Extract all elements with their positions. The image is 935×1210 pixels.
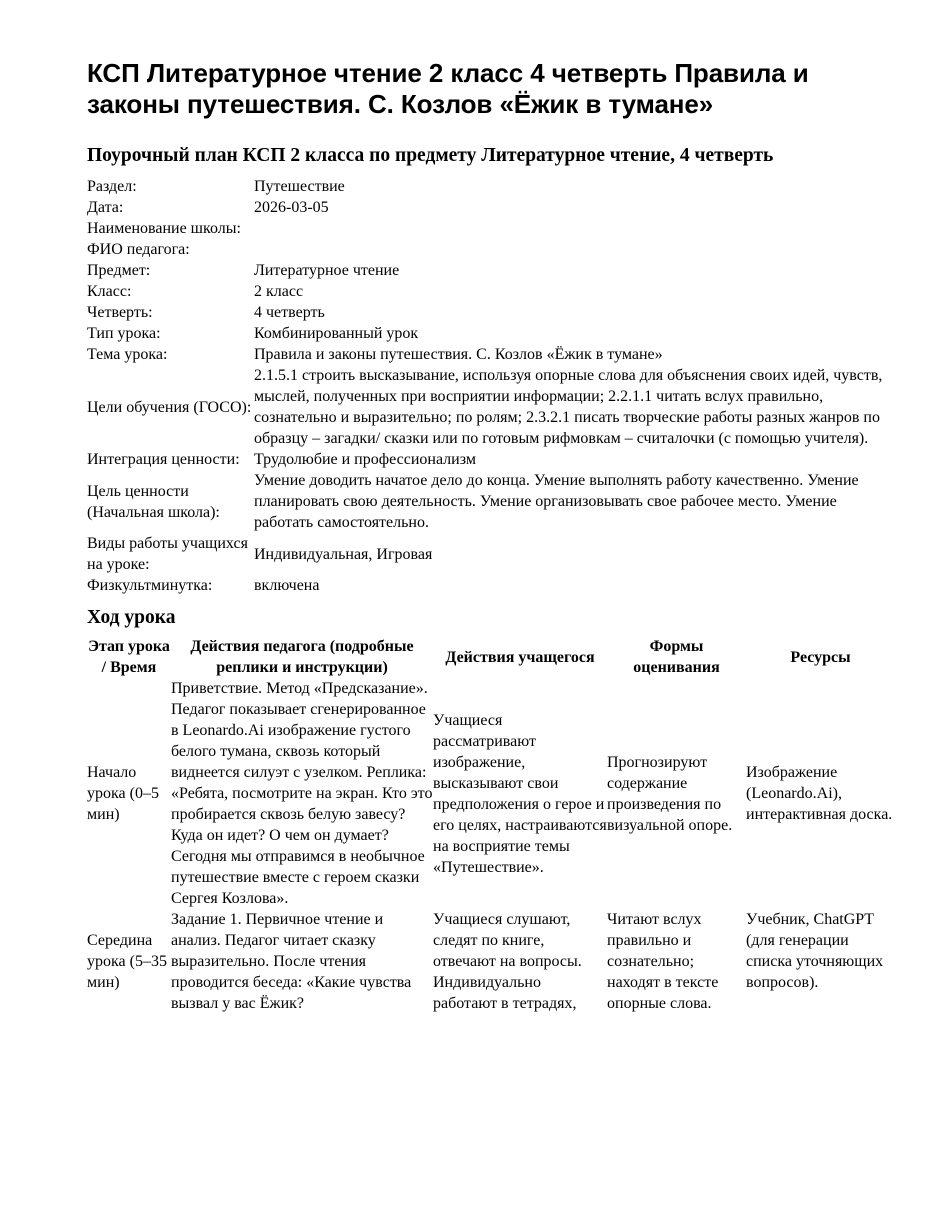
info-row-topic [87, 344, 895, 365]
student-actions-cell: Учащиеся слушают, следят по книге, отвечают на вопросы. Индивидуально работают в тетрадях, [433, 911, 582, 1012]
info-value [254, 239, 895, 260]
column-header-student: Действия учащегося [445, 648, 595, 666]
info-label: Цель ценности (Начальная школа): [87, 482, 220, 521]
assessment-cell: Читают вслух правильно и сознательно; находят в тексте опорные слова. [607, 911, 719, 1012]
lesson-flow-table [87, 636, 895, 1014]
info-value: 2026-03-05 [254, 199, 329, 216]
info-row-subject [87, 260, 895, 281]
plan-subtitle: Поурочный план КСП 2 класса по предмету Литературное чтение, 4 четверть [87, 145, 774, 166]
column-header-teacher: Действия педагога (подробные реплики и инструкции) [190, 638, 414, 676]
resources-cell: Изображение (Leonardo.Ai), интерактивная доска. [746, 764, 893, 823]
info-value: Умение доводить начатое дело до конца. Умение выполнять работу качественно. Умение планировать свою деятельность. Умение организовывать свое рабочее место. Умение работать самостоятельно. [254, 472, 859, 531]
teacher-actions-cell: Задание 1. Первичное чтение и анализ. Педагог читает сказку выразительно. После чтения проводится беседа: «Какие чувства вызвал у вас Ёжик? [171, 911, 412, 1012]
table-header-row [87, 636, 895, 678]
lesson-flow-heading: Ход урока [87, 607, 176, 628]
info-label: Интеграция ценности: [87, 451, 240, 468]
document-page [87, 58, 895, 1014]
info-row-type [87, 323, 895, 344]
info-row-values [87, 449, 895, 470]
lesson-info-table [87, 176, 895, 596]
info-value: включена [254, 577, 320, 594]
info-value: 4 четверть [254, 304, 325, 321]
info-label: Наименование школы: [87, 220, 241, 237]
info-row-teacher [87, 239, 895, 260]
info-value: Индивидуальная, Игровая [254, 545, 433, 563]
info-row-date [87, 197, 895, 218]
info-label: Раздел: [87, 178, 137, 195]
info-label: Физкультминутка: [87, 577, 213, 594]
column-header-resources: Ресурсы [790, 648, 851, 666]
info-row-work-types [87, 533, 895, 575]
stage-cell: Середина урока (5–35 мин) [87, 932, 167, 991]
info-label: Предмет: [87, 262, 151, 279]
info-row-section [87, 176, 895, 197]
info-label: Четверть: [87, 304, 153, 321]
resources-cell: Учебник, ChatGPT (для генерации списка уточняющих вопросов). [746, 911, 884, 991]
table-row [87, 678, 895, 909]
info-value: Литературное чтение [254, 262, 400, 279]
info-label: Тема урока: [87, 346, 168, 363]
document-title: КСП Литературное чтение 2 класс 4 четверть Правила и законы путешествия. С. Козлов «Ёжик в тумане» [87, 58, 809, 119]
info-label: Дата: [87, 199, 124, 216]
info-value: Путешествие [254, 178, 345, 195]
info-row-physmin [87, 575, 895, 596]
info-row-quarter [87, 302, 895, 323]
column-header-stage: Этап урока / Время [88, 638, 170, 676]
info-label: Класс: [87, 283, 132, 300]
info-label: ФИО педагога: [87, 241, 190, 258]
teacher-actions-cell: Приветствие. Метод «Предсказание». Педагог показывает сгенерированное в Leonardo.Ai изображение густого белого тумана, сквозь который виднеется силуэт с узелком. Реплика: «Ребята, посмотрите на экран. Кто это пробирается сквозь белую завесу? Куда он идет? О чем он думает? Сегодня мы отправимся в необычное путешествие вместе с героем сказки Сергея Козлова». [171, 680, 433, 907]
info-value [254, 218, 895, 239]
info-value: Правила и законы путешествия. С. Козлов «Ёжик в тумане» [254, 346, 663, 363]
info-row-school [87, 218, 895, 239]
column-header-assessment: Формы оценивания [633, 638, 720, 676]
info-row-grade [87, 281, 895, 302]
info-value: Трудолюбие и профессионализм [254, 451, 476, 468]
info-value: Комбинированный урок [254, 325, 419, 342]
info-value: 2.1.5.1 строить высказывание, используя опорные слова для объяснения своих идей, чувств, мыслей, полученных при восприятии информации; 2.2.1.1 читать вслух правильно, сознательно и выразительно; по ролям; 2.3.2.1 писать творческие работы разных жанров по образцу – загадки/ сказки или по готовым рифмовкам – считалочки (с помощью учителя). [254, 367, 883, 447]
info-row-value-goal [87, 470, 895, 533]
info-label: Тип урока: [87, 325, 161, 342]
info-row-goals [87, 365, 895, 449]
table-row [87, 909, 895, 1014]
stage-cell: Начало урока (0–5 мин) [87, 764, 159, 823]
info-label: Виды работы учащихся на уроке: [87, 535, 248, 573]
info-value: 2 класс [254, 283, 304, 300]
info-label: Цели обучения (ГОСО): [87, 398, 252, 416]
assessment-cell: Прогнозируют содержание произведения по визуальной опоре. [607, 753, 733, 834]
student-actions-cell: Учащиеся рассматривают изображение, высказывают свои предположения о герое и его целях, настраиваются на восприятие темы «Путешествие». [433, 711, 607, 876]
